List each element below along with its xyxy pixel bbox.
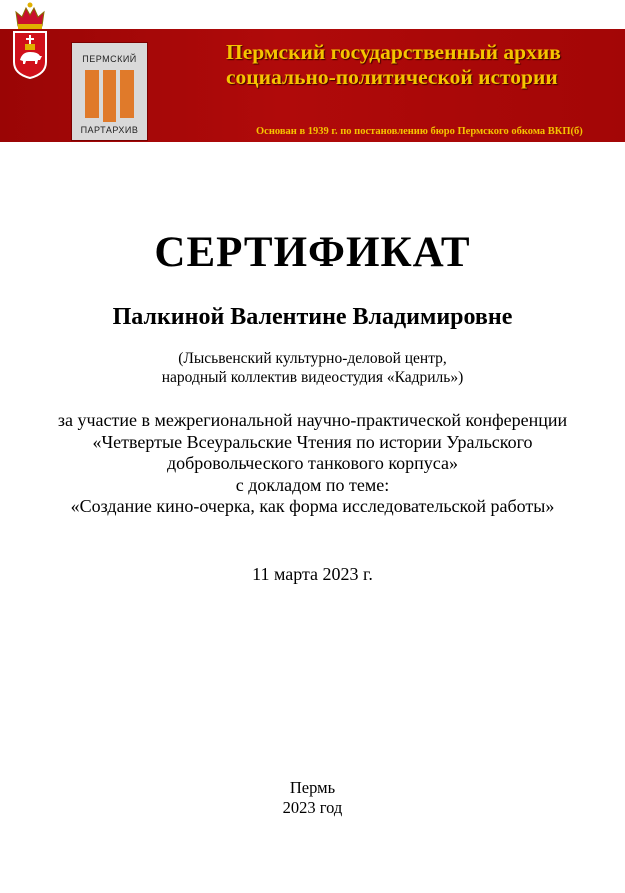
logo-bottom-text: ПАРТАРХИВ: [80, 125, 139, 135]
org-line-2: народный коллектив видеостудия «Кадриль»): [161, 369, 464, 386]
certificate-body: [0, 410, 625, 518]
year: 2023 год: [282, 798, 343, 817]
logo-bar-left: [85, 70, 99, 118]
body-line-3: добровольческого танкового корпуса»: [166, 453, 459, 473]
logo-bar-right: [120, 70, 134, 118]
body-line-1: за участие в межрегиональной научно-практической конференции: [57, 410, 568, 430]
archive-title-line1: Пермский государственный архив: [226, 40, 561, 64]
body-line-4: с докладом по теме:: [235, 474, 390, 495]
body-line-2: «Четвертые Всеуральские Чтения по истории Уральского: [92, 431, 533, 452]
recipient-name: Палкиной Валентине Владимировне: [112, 304, 513, 330]
partarchive-logo: [71, 42, 148, 141]
archive-title: [226, 40, 621, 90]
certificate-heading: СЕРТИФИКАТ: [154, 229, 471, 276]
place-and-year: [0, 778, 625, 818]
certificate-date: 11 марта 2023 г.: [252, 564, 373, 584]
org-line-1: (Лысьвенский культурно-деловой центр,: [178, 350, 447, 367]
logo-top-text: ПЕРМСКИЙ: [82, 54, 137, 64]
founded-note: Основан в 1939 г. по постановлению бюро Пермского обкома ВКП(б): [256, 126, 583, 137]
recipient-organization: [0, 349, 625, 387]
perm-coat-of-arms-icon: [10, 0, 50, 80]
archive-title-line2: социально-политической истории: [226, 65, 558, 89]
city: Пермь: [289, 778, 336, 797]
body-line-5: «Создание кино-очерка, как форма исследовательской работы»: [70, 496, 555, 516]
logo-bar-middle: [103, 70, 116, 122]
